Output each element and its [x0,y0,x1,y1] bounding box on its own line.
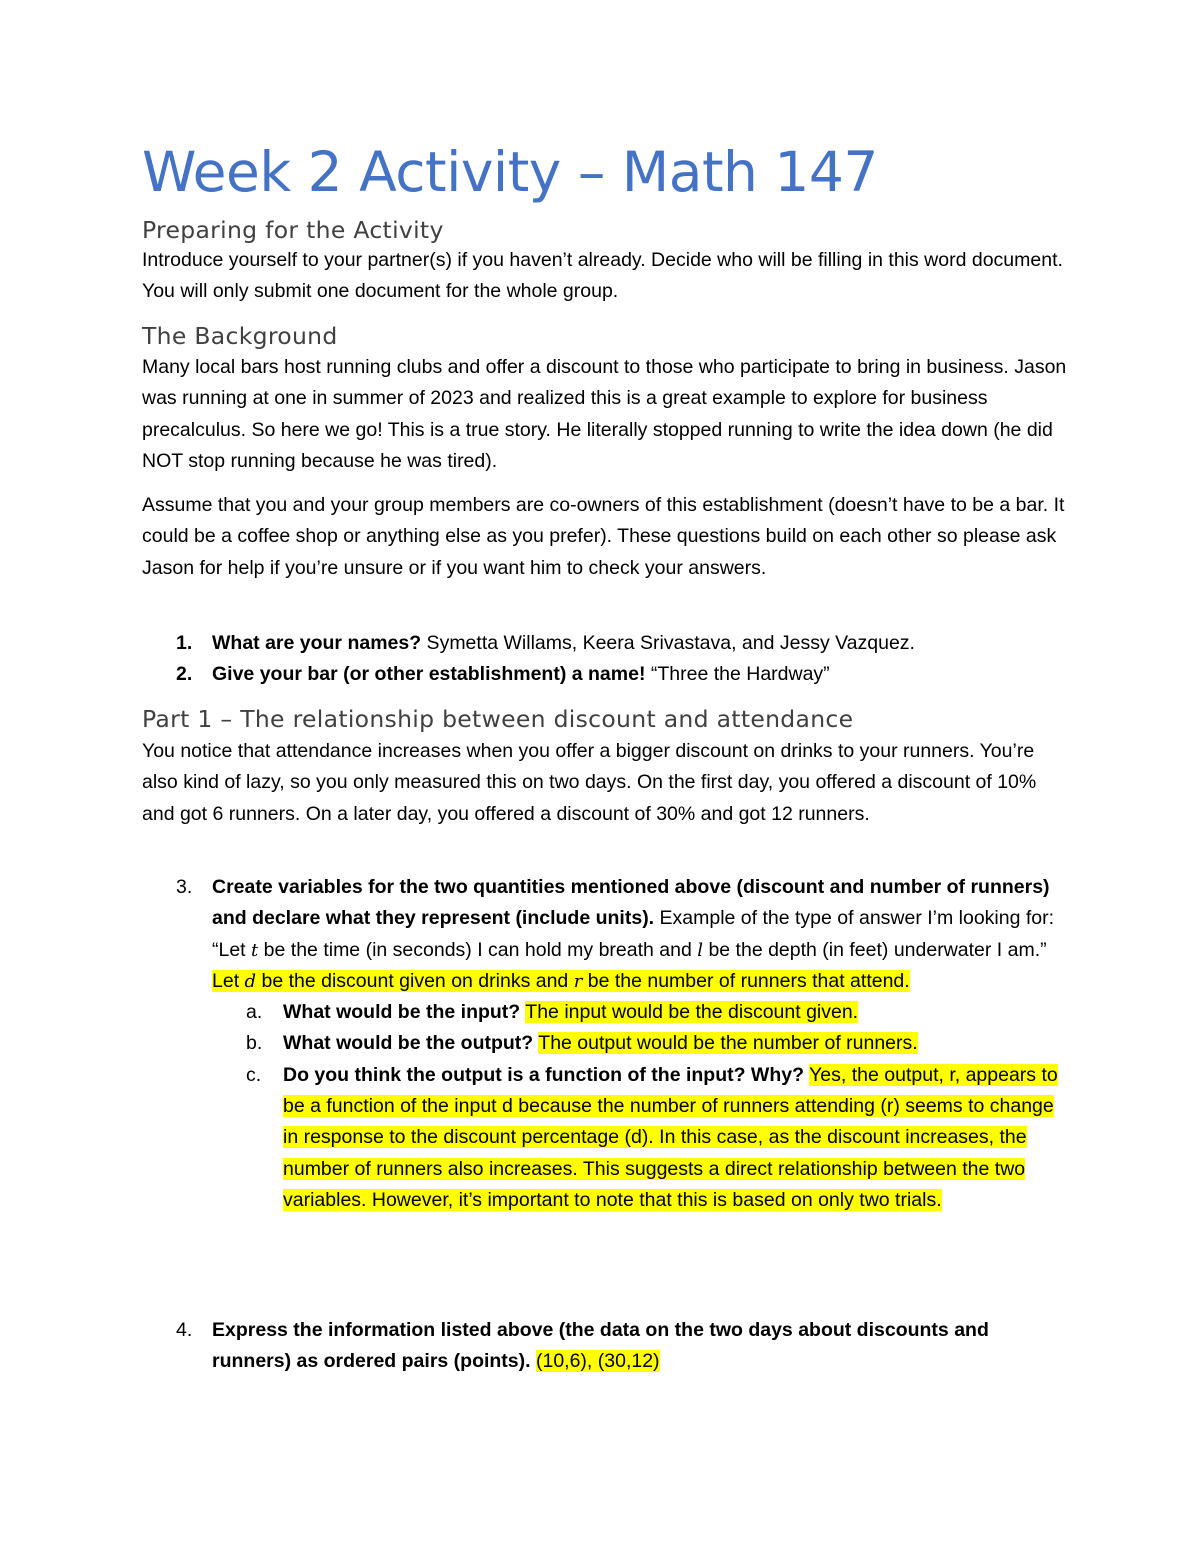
question-1-text: What are your names? [212,632,422,654]
question-3a-text: What would be the input? [283,1001,521,1024]
question-4 [176,1315,1066,1378]
question-4-text: Express the information listed above (the data on the two days about discounts and runners) as ordered pairs (points). [212,1319,989,1373]
question-list-3 [176,872,1066,1216]
question-3b [176,1028,1066,1059]
question-3c-text: Do you think the output is a function of the input? Why? [283,1063,805,1086]
question-3b-text: What would be the output? [283,1032,534,1055]
prep-paragraph: Introduce yourself to your partner(s) if you haven’t already. Decide who will be filling in this word document. You will only submit one document for the whole group. [142,249,1063,303]
question-3 [176,872,1066,997]
question-3-answer[interactable]: Let d be the discount given on drinks and r be the number of runners that attend. [212,969,910,992]
variable-l: l [697,939,704,961]
heading-part-1: Part 1 – The relationship between discount and attendance [142,705,854,733]
question-3-number: 3. [176,876,193,898]
question-2-answer[interactable]: “Three the Hardway” [645,663,830,686]
question-2-text: Give your bar (or other establishment) a name! [212,663,646,686]
variable-d: d [244,970,257,992]
question-list-4 [176,1315,1066,1378]
heading-background: The Background [142,322,338,350]
background-paragraph-1: Many local bars host running clubs and offer a discount to those who participate to bring in business. Jason was running at one in summer of 2023 and realized this is a great example to explore for business precalculus. So here we go! This is a true story. He literally stopped running to write the idea down (he did NOT stop running because he was tired). [142,356,1067,472]
question-list-1 [176,628,1056,691]
question-1 [176,628,1056,659]
question-3a-label: a. [246,1001,263,1024]
variable-r: r [573,970,583,992]
question-2-number: 2. [176,663,193,686]
variable-t: t [251,939,259,961]
question-3c-answer[interactable]: Yes, the output, r, appears to be a function of the input d because the number of runners attending (r) seems to change in response to the discount percentage (d). In this case, as the discount increases, the number of runners also increases. This suggests a direct relationship between the two variables. However, it’s important to note that this is based on only two trials. [283,1063,1058,1211]
document-title: Week 2 Activity – Math 147 [142,140,878,204]
question-3-text: Create variables for the two quantities mentioned above (discount and number of runners) and declare what they represent (include units). [212,876,1050,930]
background-paragraph-2: Assume that you and your group members are co-owners of this establishment (doesn’t have to be a bar. It could be a coffee shop or anything else as you prefer). These questions build on each other so please ask Jason for help if you’re unsure or if you want him to check your answers. [142,494,1065,579]
question-3a [176,997,1066,1028]
heading-preparing: Preparing for the Activity [142,216,444,244]
question-3a-answer[interactable]: The input would be the discount given. [525,1001,859,1024]
question-3c [176,1060,1066,1216]
question-4-answer[interactable]: (10,6), (30,12) [535,1350,660,1373]
question-3b-answer[interactable]: The output would be the number of runners. [538,1032,918,1055]
question-2 [176,659,1056,690]
question-1-number: 1. [176,632,193,654]
question-3c-label: c. [246,1063,262,1086]
question-4-number: 4. [176,1319,193,1341]
question-3-example: Example of the type of answer I’m looking for: “Let t be the time (in seconds) I can hold my breath and l be the depth (in feet) underwater I am.” [212,907,1055,961]
question-1-answer[interactable]: Symetta Willams, Keera Srivastava, and Jessy Vazquez. [421,632,915,654]
part1-paragraph: You notice that attendance increases when you offer a bigger discount on drinks to your runners. You’re also kind of lazy, so you only measured this on two days. On the first day, you offered a discount of 10% and got 6 runners. On a later day, you offered a discount of 30% and got 12 runners. [142,740,1037,825]
question-3b-label: b. [246,1032,263,1055]
